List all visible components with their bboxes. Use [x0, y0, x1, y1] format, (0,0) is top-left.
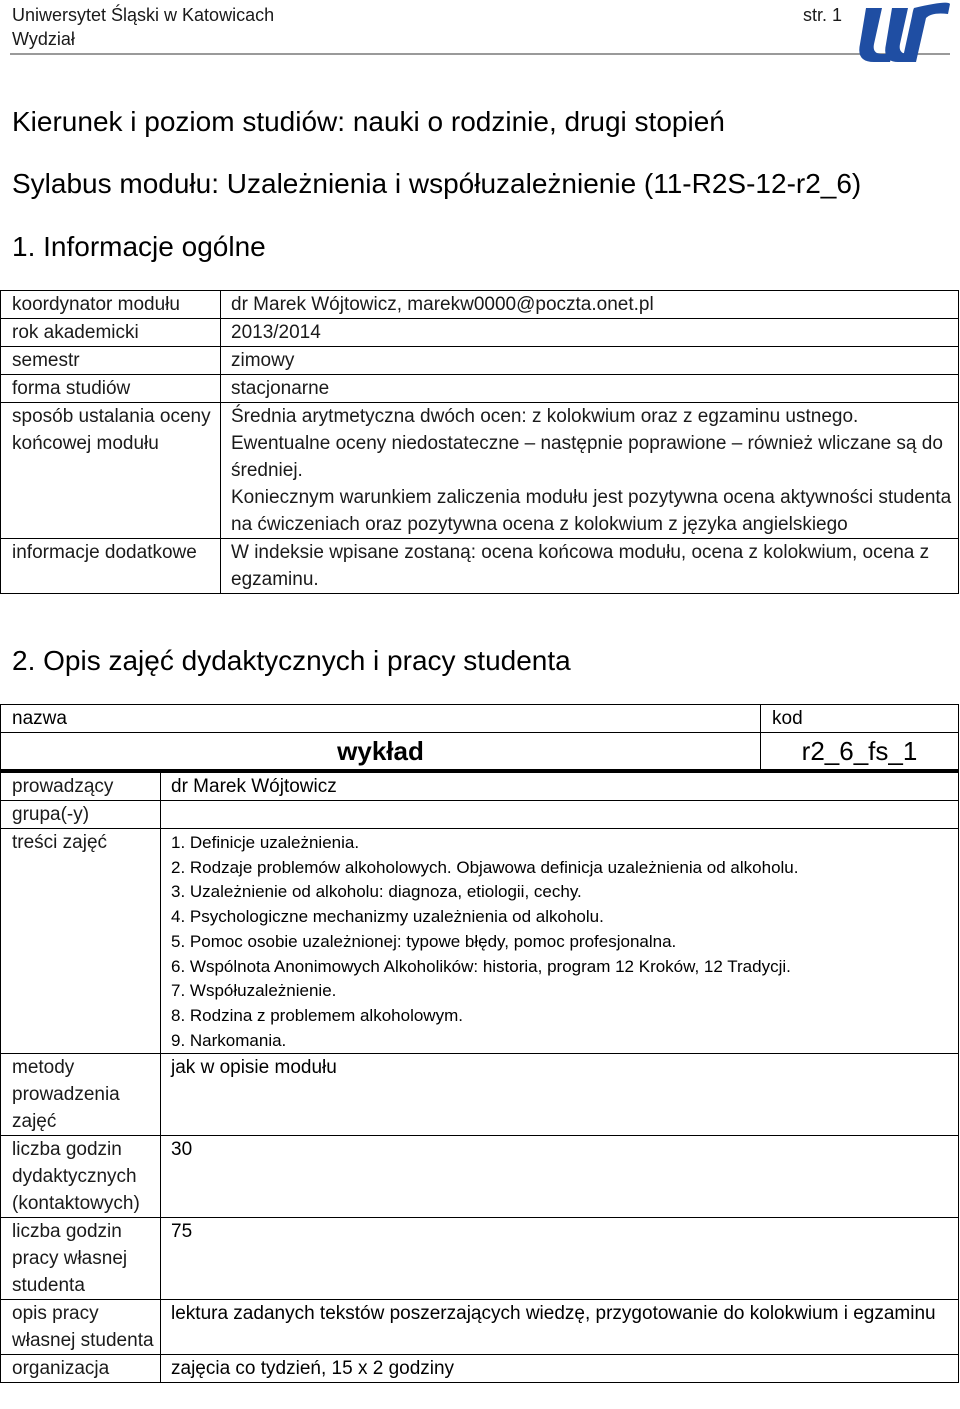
table-row [1, 1300, 959, 1355]
table-row [1, 771, 959, 801]
row-key: opis pracy własnej studenta [1, 1300, 161, 1355]
list-item: 7. Współuzależnienie. [171, 981, 337, 1001]
self-study-description-value: lektura zadanych tekstów poszerzających wiedzę, przygotowanie do kolokwium i egzaminu [161, 1300, 959, 1355]
row-key: treści zajęć [1, 829, 161, 1054]
program-title: Kierunek i poziom studiów: nauki o rodzinie, drugi stopień [12, 106, 725, 137]
list-item: 5. Pomoc osobie uzależnionej: typowe błędy, pomoc profesjonalna. [171, 931, 677, 951]
header-divider [10, 53, 950, 55]
list-item: 6. Wspólnota Anonimowych Alkoholików: historia, program 12 Kroków, 12 Tradycji. [171, 956, 791, 976]
row-key: prowadzący [1, 771, 161, 801]
grading-paragraph: Średnia arytmetyczna dwóch ocen: z kolokwium oraz z egzaminu ustnego. Ewentualne oceny niedostateczne – następnie poprawione – również wliczane są do średniej. [231, 406, 943, 481]
table-row [1, 403, 959, 539]
code-label: kod [761, 705, 959, 733]
row-key: grupa(-y) [1, 801, 161, 829]
table-row [1, 319, 959, 347]
table-row [1, 1218, 959, 1300]
course-description-table [0, 704, 959, 1383]
table-row [1, 375, 959, 403]
contact-hours-value: 30 [161, 1136, 959, 1218]
methods-value: jak w opisie modułu [161, 1054, 959, 1136]
study-form-value: stacjonarne [221, 375, 959, 403]
name-label: nazwa [1, 705, 761, 733]
lecturer-value: dr Marek Wójtowicz [161, 771, 959, 801]
row-key: liczba godzin pracy własnej studenta [1, 1218, 161, 1300]
grading-requirement: Koniecznym warunkiem zaliczenia modułu jest pozytywna ocena aktywności studenta na ćwiczeniach oraz pozytywna ocena z kolokwium z języka angielskiego [231, 487, 952, 535]
table-row [1, 347, 959, 375]
list-item: 1. Definicje uzależnienia. [171, 833, 360, 852]
table-row [1, 801, 959, 829]
list-item: 8. Rodzina z problemem alkoholowym. [171, 1005, 463, 1025]
syllabus-title: Sylabus modułu: Uzależnienia i współuzależnienie (11-R2S-12-r2_6) [12, 168, 862, 199]
page-header [0, 0, 960, 62]
university-logo-icon [852, 0, 952, 66]
self-study-hours-value: 75 [161, 1218, 959, 1300]
coordinator-value: dr Marek Wójtowicz, marekw0000@poczta.onet.pl [221, 291, 959, 319]
row-key: liczba godzin dydaktycznych (kontaktowych) [1, 1136, 161, 1218]
table-row [1, 829, 959, 1054]
table-row [1, 539, 959, 594]
list-item: 9. Narkomania. [171, 1030, 287, 1050]
row-key: semestr [1, 347, 221, 375]
course-content-list [161, 829, 959, 1054]
course-name-value: wykład [1, 733, 761, 772]
section2-heading: 2. Opis zajęć dydaktycznych i pracy studenta [12, 645, 571, 676]
group-value [161, 801, 959, 829]
list-item: 4. Psychologiczne mechanizmy uzależnienia od alkoholu. [171, 907, 604, 927]
row-key: informacje dodatkowe [1, 539, 221, 594]
row-key: forma studiów [1, 375, 221, 403]
semester-value: zimowy [221, 347, 959, 375]
table-row [1, 1355, 959, 1383]
list-item: 3. Uzależnienie od alkoholu: diagnoza, etiologii, cechy. [171, 882, 582, 902]
course-code-value: r2_6_fs_1 [761, 733, 959, 772]
general-info-table [0, 290, 959, 594]
table-row [1, 1136, 959, 1218]
page-number: str. 1 [803, 5, 843, 25]
section1-heading: 1. Informacje ogólne [12, 231, 266, 262]
table-row [1, 1054, 959, 1136]
university-name: Uniwersytet Śląski w Katowicach [12, 5, 275, 25]
additional-info-value: W indeksie wpisane zostaną: ocena końcowa modułu, ocena z kolokwium, ocena z egzaminu. [221, 539, 959, 594]
row-key: rok akademicki [1, 319, 221, 347]
row-key: koordynator modułu [1, 291, 221, 319]
row-key: sposób ustalania oceny końcowej modułu [1, 403, 221, 539]
list-item: 2. Rodzaje problemów alkoholowych. Objawowa definicja uzależnienia od alkoholu. [171, 857, 799, 877]
row-key: metody prowadzenia zajęć [1, 1054, 161, 1136]
table-row [1, 291, 959, 319]
table-row [1, 733, 959, 772]
row-key: organizacja [1, 1355, 161, 1383]
faculty-name: Wydział [12, 29, 75, 49]
table-row [1, 705, 959, 733]
grading-value [221, 403, 959, 539]
academic-year-value: 2013/2014 [221, 319, 959, 347]
organization-value: zajęcia co tydzień, 15 x 2 godziny [161, 1355, 959, 1383]
